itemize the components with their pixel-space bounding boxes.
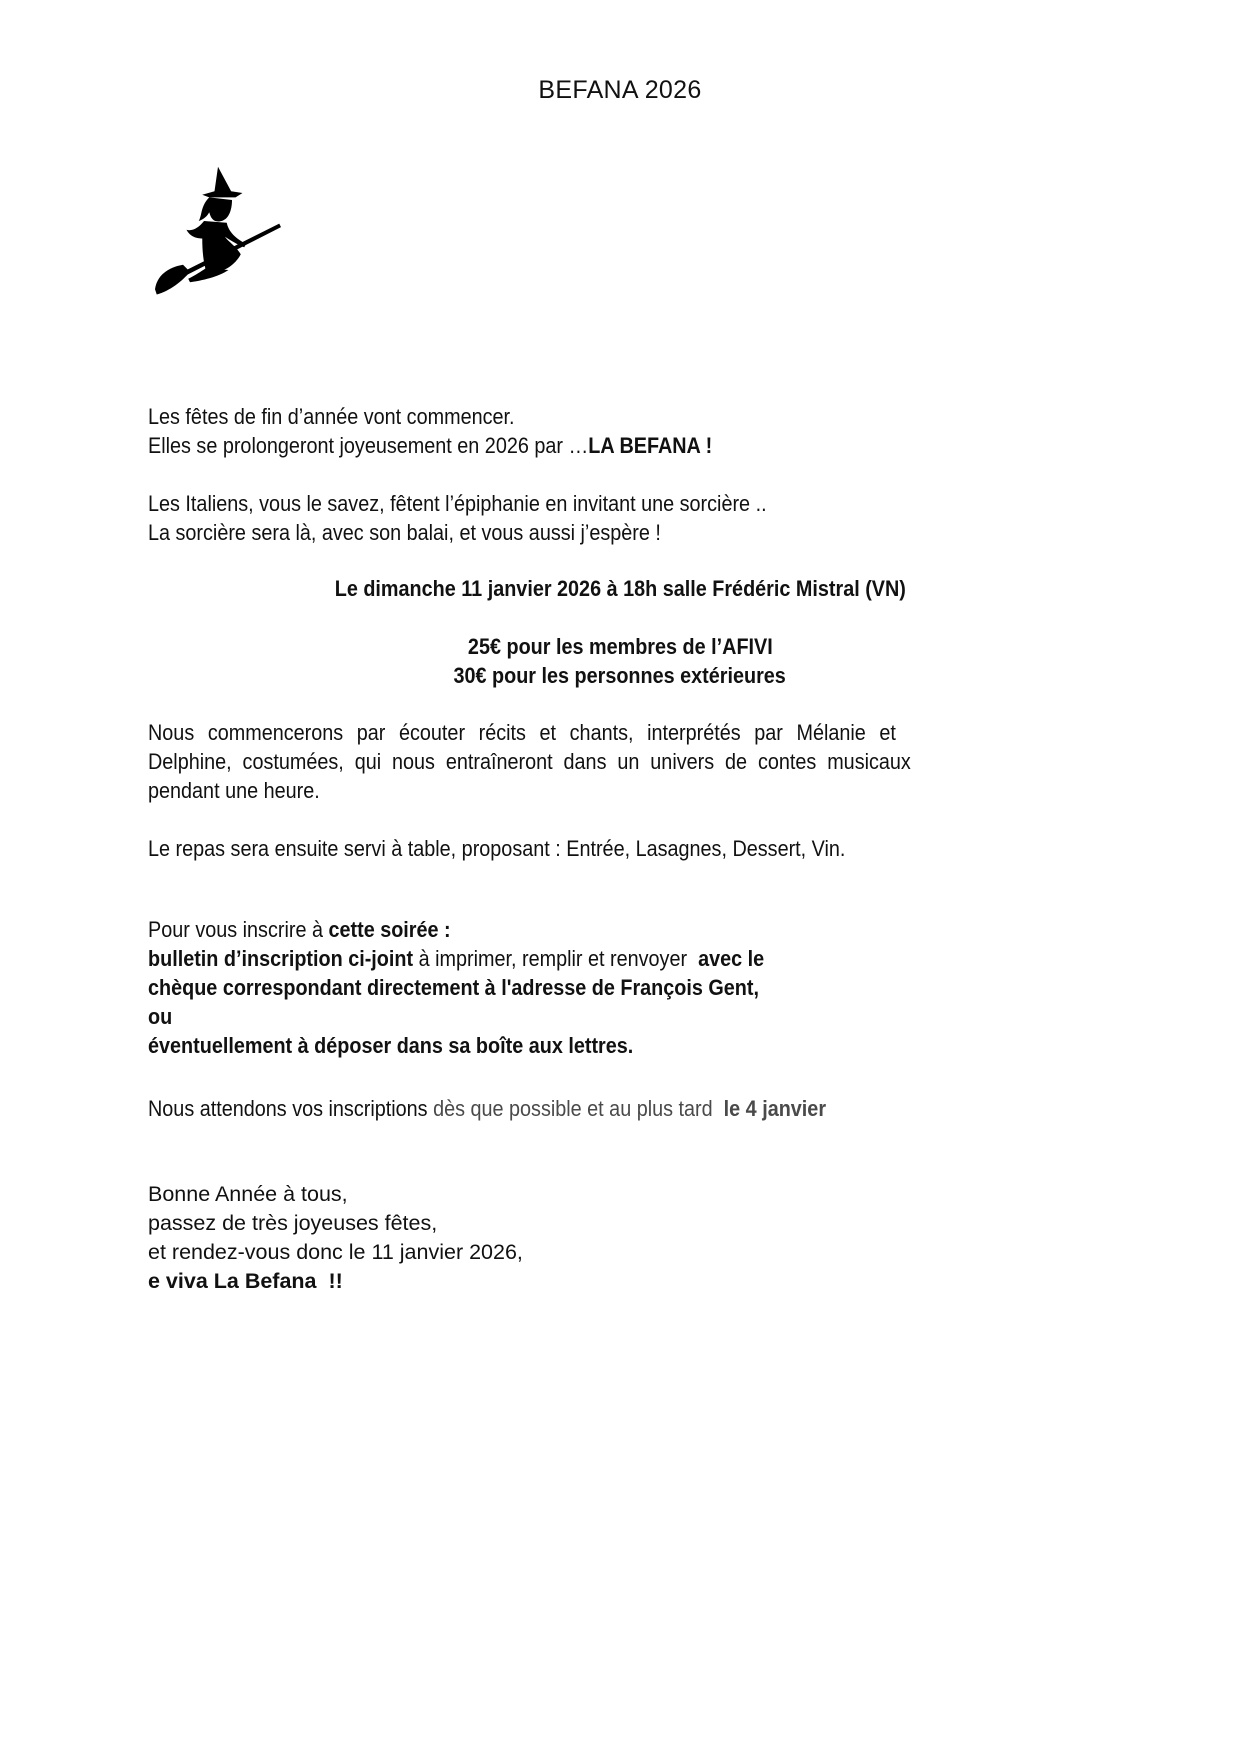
registration-line-4-bold: ou <box>148 1004 173 1029</box>
meal-line: Le repas sera ensuite servi à table, proposant : Entrée, Lasagnes, Dessert, Vin. <box>148 836 846 861</box>
closing-line-4 <box>148 1267 343 1296</box>
deadline-gray-text: dès que possible et au plus tard <box>427 1096 724 1121</box>
price-members <box>0 632 1240 661</box>
page-title: BEFANA 2026 <box>538 76 702 104</box>
program-line-2 <box>148 747 1133 776</box>
registration-line-4 <box>148 1002 172 1031</box>
intro-line-1: Les fêtes de fin d’année vont commencer. <box>148 404 515 429</box>
registration-line-2-bold-end: avec le <box>698 946 765 971</box>
registration-line-1-text: Pour vous inscrire à <box>148 917 329 942</box>
registration-line-2-bold: bulletin d’inscription ci-joint <box>148 946 414 971</box>
closing-line-3: et rendez-vous donc le 11 janvier 2026, <box>148 1240 523 1264</box>
italians-line-2: La sorcière sera là, avec son balai, et vous aussi j’espère ! <box>148 520 661 545</box>
closing-line-2: passez de très joyeuses fêtes, <box>148 1211 438 1235</box>
event-date-line <box>0 574 1240 603</box>
deadline-prefix: Nous attendons vos inscriptions <box>148 1096 428 1121</box>
closing-line-1: Bonne Année à tous, <box>148 1182 348 1206</box>
registration-line-2 <box>148 944 764 973</box>
registration-line-1-bold: cette soirée : <box>328 917 451 942</box>
witch-on-broom-icon <box>146 158 290 298</box>
registration-line-3 <box>148 973 759 1002</box>
deadline-line <box>148 1094 826 1123</box>
program-paragraph <box>148 718 1133 805</box>
registration-line-2-text: à imprimer, remplir et renvoyer <box>413 946 699 971</box>
price-members-text: 25€ pour les membres de l’AFIVI <box>467 634 773 659</box>
intro-line-2-text: Elles se prolongeront joyeusement en 2026 par … <box>148 433 589 458</box>
deadline-date: le 4 janvier <box>723 1096 827 1121</box>
price-external-text: 30€ pour les personnes extérieures <box>453 663 787 688</box>
registration-line-5-bold: éventuellement à déposer dans sa boîte aux lettres. <box>148 1033 634 1058</box>
program-line-1 <box>148 718 1133 747</box>
registration-line-1 <box>148 915 451 944</box>
program-line-2-text: Delphine, costumées, qui nous entraîneront dans un univers de contes musicaux <box>148 749 911 774</box>
italians-line-1: Les Italiens, vous le savez, fêtent l’épiphanie en invitant une sorcière .. <box>148 491 767 516</box>
program-line-1-text: Nous commencerons par écouter récits et chants, interprétés par Mélanie et <box>148 720 896 745</box>
registration-line-3-bold: chèque correspondant directement à l'adresse de François Gent, <box>148 975 760 1000</box>
price-external <box>0 661 1240 690</box>
closing-line-4-bold: e viva La Befana !! <box>148 1269 343 1293</box>
intro-line-2 <box>148 431 712 460</box>
intro-line-2-bold: LA BEFANA ! <box>588 433 713 458</box>
event-date-text: Le dimanche 11 janvier 2026 à 18h salle Frédéric Mistral (VN) <box>334 576 906 601</box>
program-line-3: pendant une heure. <box>148 778 320 803</box>
registration-line-5 <box>148 1031 633 1060</box>
